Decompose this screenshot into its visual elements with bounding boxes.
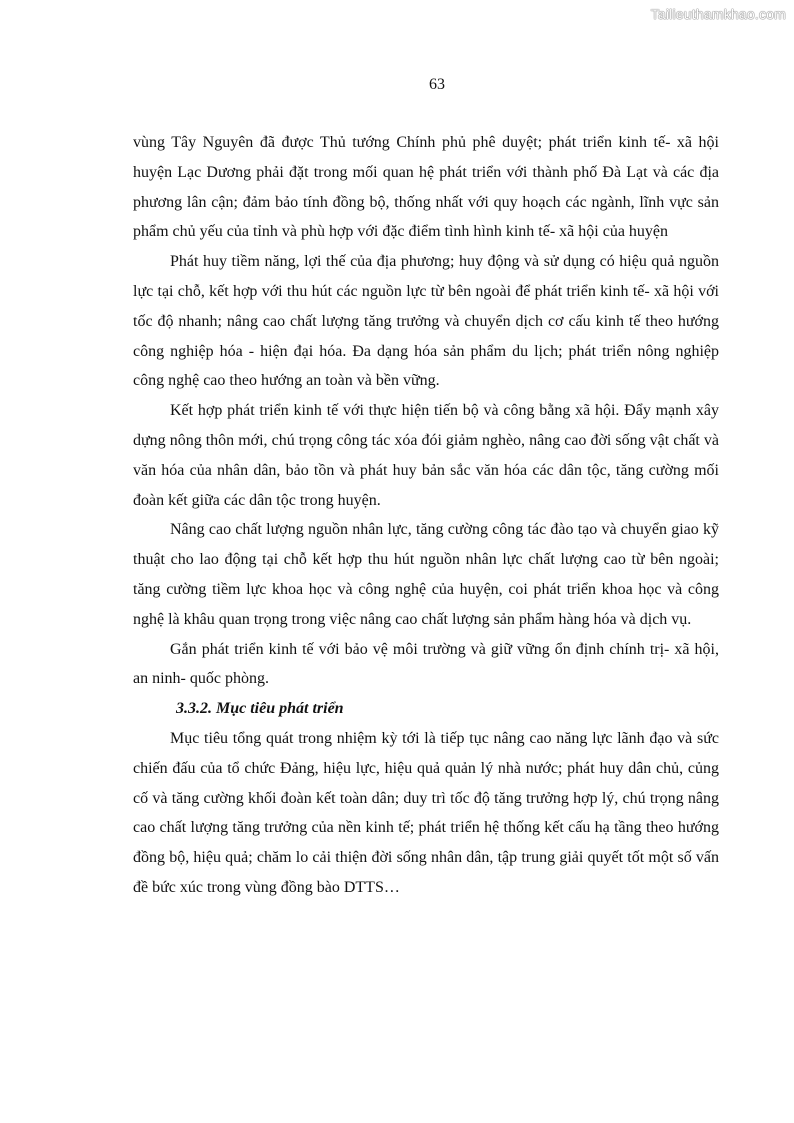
section-heading: 3.3.2. Mục tiêu phát triển [176,700,344,718]
paragraph-continuation: vùng Tây Nguyên đã được Thủ tướng Chính phủ phê duyệt; phát triển kinh tế- xã hội huyện Lạc Dương phải đặt trong mối quan hệ phát triển với thành phố Đà Lạt và các địa phương lân cận; đảm bảo tính đồng bộ, thống nhất với quy hoạch các ngành, lĩnh vực sản phẩm chủ yếu của tỉnh và phù hợp với đặc điểm tình hình kinh tế- xã hội của huyện [133,134,719,241]
page-number: 63 [429,76,445,93]
document-body [133,128,719,903]
paragraph: Mục tiêu tổng quát trong nhiệm kỳ tới là tiếp tục nâng cao năng lực lãnh đạo và sức chiến đấu của tổ chức Đảng, hiệu lực, hiệu quả quản lý nhà nước; phát huy dân chủ, củng cố và tăng cường khối đoàn kết toàn dân; duy trì tốc độ tăng trưởng hợp lý, chú trọng nâng cao chất lượng tăng trưởng của nền kinh tế; phát triển hệ thống kết cấu hạ tầng theo hướng đồng bộ, hiệu quả; chăm lo cải thiện đời sống nhân dân, tập trung giải quyết tốt một số vấn đề bức xúc trong vùng đồng bào DTTS… [133,729,719,896]
paragraph: Phát huy tiềm năng, lợi thế của địa phương; huy động và sử dụng có hiệu quả nguồn lực tại chỗ, kết hợp với thu hút các nguồn lực từ bên ngoài để phát triển kinh tế- xã hội với tốc độ nhanh; nâng cao chất lượng tăng trưởng và chuyển dịch cơ cấu kinh tế theo hướng công nghiệp hóa - hiện đại hóa. Đa dạng hóa sản phẩm du lịch; phát triển nông nghiệp công nghệ cao theo hướng an toàn và bền vững. [133,253,719,390]
watermark-text: Tailieuthamkhao.com [650,6,786,22]
paragraph: Nâng cao chất lượng nguồn nhân lực, tăng cường công tác đào tạo và chuyển giao kỹ thuật cho lao động tại chỗ kết hợp thu hút nguồn nhân lực chất lượng cao từ bên ngoài; tăng cường tiềm lực khoa học và công nghệ của huyện, coi phát triển khoa học và công nghệ là khâu quan trọng trong việc nâng cao chất lượng sản phẩm hàng hóa và dịch vụ. [133,521,719,628]
paragraph: Kết hợp phát triển kinh tế với thực hiện tiến bộ và công bằng xã hội. Đẩy mạnh xây dựng nông thôn mới, chú trọng công tác xóa đói giảm nghèo, nâng cao đời sống vật chất và văn hóa của nhân dân, bảo tồn và phát huy bản sắc văn hóa các dân tộc, tăng cường mối đoàn kết giữa các dân tộc trong huyện. [133,402,719,509]
paragraph: Gắn phát triển kinh tế với bảo vệ môi trường và giữ vững ổn định chính trị- xã hội, an ninh- quốc phòng. [133,640,719,688]
